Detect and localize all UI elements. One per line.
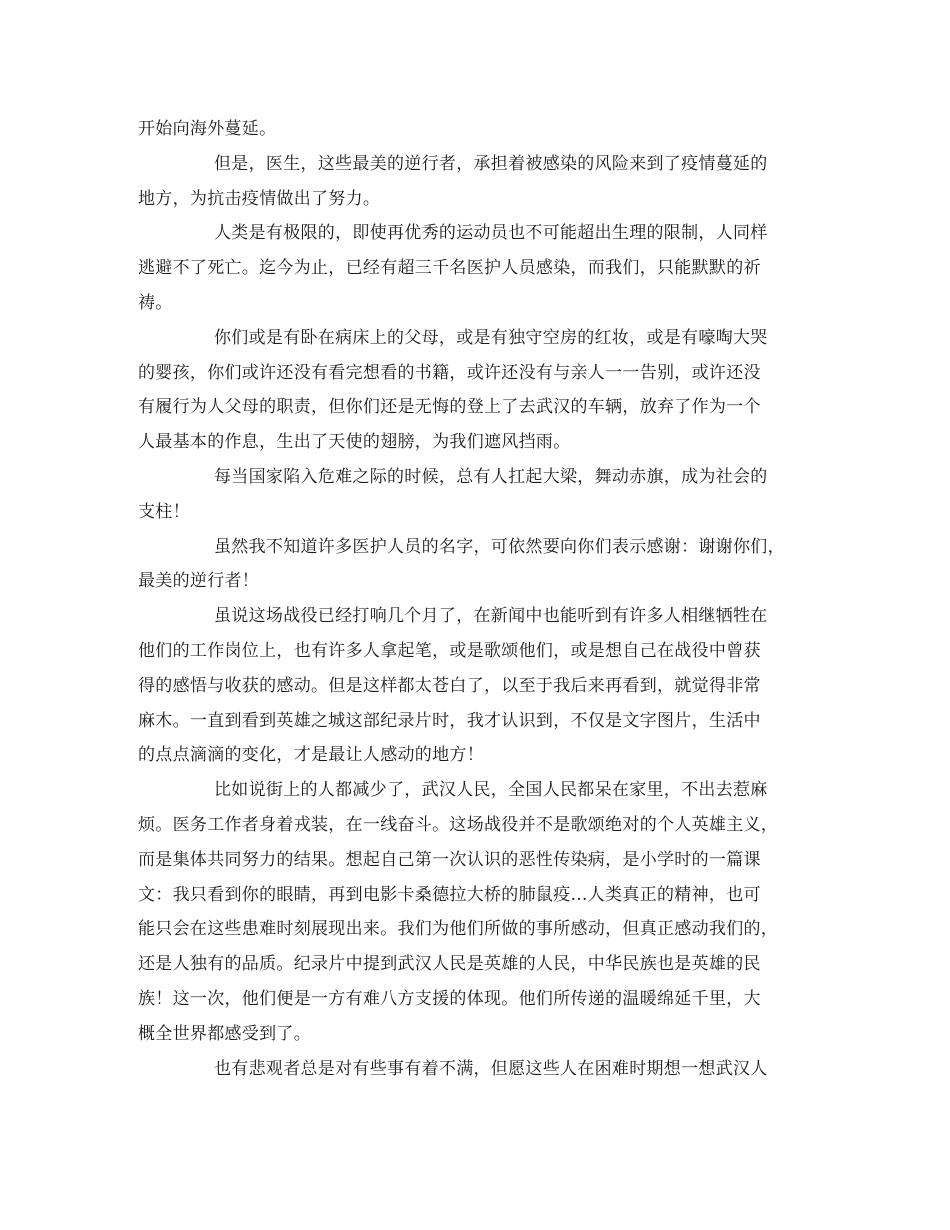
text-line: 的点点滴滴的变化，才是最让人感动的地方！ (138, 745, 484, 766)
paragraph-start-line: 人类是有极限的，即使再优秀的运动员也不可能超出生理的限制，人同样 (214, 223, 768, 244)
text-line: 还是人独有的品质。纪录片中提到武汉人民是英雄的人民，中华民族也是英雄的民 (138, 954, 761, 975)
text-line: 祷。 (138, 292, 173, 313)
text-line: 人最基本的作息，生出了天使的翅膀，为我们遮风挡雨。 (138, 432, 571, 453)
paragraph-start-line: 虽说这场战役已经打响几个月了，在新闻中也能听到有许多人相继牺牲在 (214, 606, 768, 627)
text-line: 烦。医务工作者身着戎装，在一线奋斗。这场战役并不是歌颂绝对的个人英雄主义， (138, 814, 779, 835)
text-line: 的婴孩，你们或许还没有看完想看的书籍，或许还没有与亲人一一告别，或许还没 (138, 362, 761, 383)
paragraph-start-line: 比如说街上的人都减少了，武汉人民，全国人民都呆在家里，不出去惹麻 (214, 780, 768, 801)
paragraph-start-line: 但是，医生，这些最美的逆行者，承担着被感染的风险来到了疫情蔓延的 (214, 153, 768, 174)
paragraph-start-line: 每当国家陷入危难之际的时候，总有人扛起大梁，舞动赤旗，成为社会的 (214, 466, 768, 487)
text-line: 而是集体共同努力的结果。想起自己第一次认识的恶性传染病，是小学时的一篇课 (138, 849, 761, 870)
text-line: 他们的工作岗位上，也有许多人拿起笔，或是歌颂他们，或是想自己在战役中曾获 (138, 640, 761, 661)
document-body (138, 112, 813, 1086)
paragraph-start-line: 你们或是有卧在病床上的父母，或是有独守空房的红妆，或是有嚎啕大哭 (214, 327, 768, 348)
text-line: 最美的逆行者！ (138, 571, 260, 592)
text-line: 开始向海外蔓延。 (138, 119, 277, 139)
text-line: 地方，为抗击疫情做出了努力。 (138, 188, 381, 209)
text-line: 族！这一次，他们便是一方有难八方支援的体现。他们所传递的温暖绵延千里，大 (138, 988, 761, 1009)
text-line: 有履行为人父母的职责，但你们还是无悔的登上了去武汉的车辆，放弃了作为一个 (138, 397, 761, 418)
text-line: 文：我只看到你的眼睛，再到电影卡桑德拉大桥的肺鼠疫…人类真正的精神，也可 (138, 884, 761, 905)
text-line: 能只会在这些患难时刻展现出来。我们为他们所做的事所感动，但真正感动我们的， (138, 919, 779, 940)
paragraph-start-line: 也有悲观者总是对有些事有着不满，但愿这些人在困难时期想一想武汉人 (214, 1058, 768, 1079)
text-line: 逃避不了死亡。迄今为止，已经有超三千名医护人员感染，而我们，只能默默的祈 (138, 258, 761, 279)
text-line: 麻木。一直到看到英雄之城这部纪录片时，我才认识到，不仅是文字图片，生活中 (138, 710, 761, 731)
text-line: 得的感悟与收获的感动。但是这样都太苍白了，以至于我后来再看到，就觉得非常 (138, 675, 761, 696)
text-line: 支柱！ (138, 501, 190, 522)
paragraph-start-line: 虽然我不知道许多医护人员的名字，可依然要向你们表示感谢：谢谢你们， (214, 536, 785, 557)
text-line: 概全世界都感受到了。 (138, 1023, 311, 1044)
